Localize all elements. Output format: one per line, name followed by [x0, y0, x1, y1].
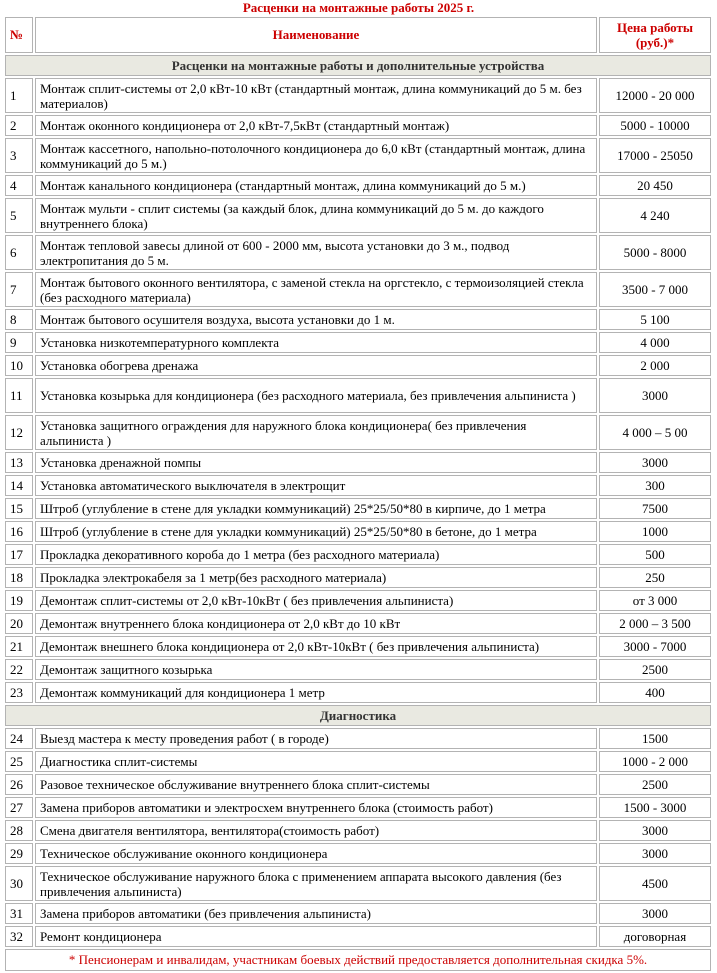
row-price: 17000 - 25050: [599, 138, 711, 173]
page-title: Расценки на монтажные работы 2025 г.: [242, 0, 475, 15]
row-description: Установка обогрева дренажа: [35, 355, 597, 376]
row-price: 2 000 – 3 500: [599, 613, 711, 634]
table-row: [5, 78, 711, 113]
table-row: [5, 138, 711, 173]
row-description: Смена двигателя вентилятора, вентилятора(стоимость работ): [35, 820, 597, 841]
row-price: 1500 - 3000: [599, 797, 711, 818]
row-number: 25: [5, 751, 33, 772]
row-price: 1000: [599, 521, 711, 542]
table-row: [5, 332, 711, 353]
table-row: [5, 272, 711, 307]
table-row: [5, 355, 711, 376]
row-description: Установка автоматического выключателя в электрощит: [35, 475, 597, 496]
table-row: [5, 415, 711, 450]
row-price: 3000: [599, 843, 711, 864]
row-price: 5 100: [599, 309, 711, 330]
table-row: [5, 751, 711, 772]
row-number: 29: [5, 843, 33, 864]
table-row: [5, 774, 711, 795]
table-row: [5, 175, 711, 196]
section-row: [5, 705, 711, 726]
row-number: 13: [5, 452, 33, 473]
row-description: Монтаж бытового оконного вентилятора, с заменой стекла на оргстекло, с термоизоляцией стекла (без расходного материала): [35, 272, 597, 307]
row-number: 28: [5, 820, 33, 841]
row-number: 27: [5, 797, 33, 818]
row-price: 2500: [599, 659, 711, 680]
row-number: 26: [5, 774, 33, 795]
section-title: Расценки на монтажные работы и дополнительные устройства: [5, 55, 711, 76]
row-price: 400: [599, 682, 711, 703]
row-description: Монтаж сплит-системы от 2,0 кВт-10 кВт (стандартный монтаж, длина коммуникаций до 5 м. без материалов): [35, 78, 597, 113]
row-description: Монтаж бытового осушителя воздуха, высота установки до 1 м.: [35, 309, 597, 330]
table-row: [5, 235, 711, 270]
row-description: Прокладка декоративного короба до 1 метра (без расходного материала): [35, 544, 597, 565]
row-number: 15: [5, 498, 33, 519]
table-row: [5, 475, 711, 496]
row-description: Прокладка электрокабеля за 1 метр(без расходного материала): [35, 567, 597, 588]
table-row: [5, 567, 711, 588]
row-number: 23: [5, 682, 33, 703]
row-description: Замена приборов автоматики и электросхем внутреннего блока (стоимость работ): [35, 797, 597, 818]
row-number: 20: [5, 613, 33, 634]
table-row: [5, 590, 711, 611]
row-price: 1500: [599, 728, 711, 749]
footnote: * Пенсионерам и инвалидам, участникам боевых действий предоставляется дополнительная скидка 5%.: [5, 949, 711, 971]
row-description: Установка дренажной помпы: [35, 452, 597, 473]
row-description: Диагностика сплит-системы: [35, 751, 597, 772]
row-price: 3000: [599, 378, 711, 413]
row-number: 11: [5, 378, 33, 413]
row-number: 22: [5, 659, 33, 680]
row-price: 20 450: [599, 175, 711, 196]
row-description: Разовое техническое обслуживание внутреннего блока сплит-системы: [35, 774, 597, 795]
row-price: 3000: [599, 903, 711, 924]
table-row: [5, 926, 711, 947]
row-number: 14: [5, 475, 33, 496]
table-row: [5, 903, 711, 924]
table-row: [5, 521, 711, 542]
row-description: Замена приборов автоматики (без привлечения альпиниста): [35, 903, 597, 924]
row-price: 4 240: [599, 198, 711, 233]
table-row: [5, 843, 711, 864]
table-row: [5, 544, 711, 565]
table-row: [5, 797, 711, 818]
table-row: [5, 866, 711, 901]
row-price: 3000: [599, 820, 711, 841]
footnote-row: [5, 949, 711, 971]
row-number: 16: [5, 521, 33, 542]
row-description: Монтаж мульти - сплит системы (за каждый блок, длина коммуникаций до 5 м. до каждого внутреннего блока): [35, 198, 597, 233]
row-price: 3500 - 7 000: [599, 272, 711, 307]
row-description: Монтаж кассетного, напольно-потолочного кондиционера до 6,0 кВт (стандартный монтаж, длина коммуникаций до 5 м.): [35, 138, 597, 173]
price-table: [3, 15, 713, 973]
row-number: 1: [5, 78, 33, 113]
row-description: Монтаж тепловой завесы длиной от 600 - 2000 мм, высота установки до 3 м., подвод электропитания до 5 м.: [35, 235, 597, 270]
row-description: Техническое обслуживание оконного кондиционера: [35, 843, 597, 864]
row-number: 2: [5, 115, 33, 136]
row-price: 12000 - 20 000: [599, 78, 711, 113]
table-row: [5, 636, 711, 657]
row-price: 2500: [599, 774, 711, 795]
row-number: 10: [5, 355, 33, 376]
row-price: 250: [599, 567, 711, 588]
table-row: [5, 309, 711, 330]
row-price: 4 000: [599, 332, 711, 353]
table-row: [5, 682, 711, 703]
table-row: [5, 452, 711, 473]
section-row: [5, 55, 711, 76]
row-price: договорная: [599, 926, 711, 947]
row-description: Ремонт кондиционера: [35, 926, 597, 947]
row-number: 21: [5, 636, 33, 657]
table-row: [5, 820, 711, 841]
row-number: 4: [5, 175, 33, 196]
row-description: Демонтаж защитного козырька: [35, 659, 597, 680]
row-description: Выезд мастера к месту проведения работ ( в городе): [35, 728, 597, 749]
row-description: Установка козырька для кондиционера (без расходного материала, без привлечения альпиниста ): [35, 378, 597, 413]
row-description: Установка низкотемпературного комплекта: [35, 332, 597, 353]
row-price: 4500: [599, 866, 711, 901]
row-number: 19: [5, 590, 33, 611]
row-number: 17: [5, 544, 33, 565]
row-number: 24: [5, 728, 33, 749]
row-description: Установка защитного ограждения для наружного блока кондиционера( без привлечения альпиниста ): [35, 415, 597, 450]
row-number: 9: [5, 332, 33, 353]
table-row: [5, 613, 711, 634]
row-number: 6: [5, 235, 33, 270]
row-price: 5000 - 8000: [599, 235, 711, 270]
row-price: 5000 - 10000: [599, 115, 711, 136]
row-description: Штроб (углубление в стене для укладки коммуникаций) 25*25/50*80 в бетоне, до 1 метра: [35, 521, 597, 542]
table-header-row: [5, 17, 711, 53]
row-price: 1000 - 2 000: [599, 751, 711, 772]
row-number: 7: [5, 272, 33, 307]
row-number: 8: [5, 309, 33, 330]
row-price: 3000 - 7000: [599, 636, 711, 657]
row-number: 31: [5, 903, 33, 924]
row-number: 32: [5, 926, 33, 947]
table-body: [5, 55, 711, 947]
row-number: 18: [5, 567, 33, 588]
row-price: 2 000: [599, 355, 711, 376]
row-description: Техническое обслуживание наружного блока с применением аппарата высокого давления (без привлечения альпиниста): [35, 866, 597, 901]
row-price: 4 000 – 5 00: [599, 415, 711, 450]
row-description: Монтаж оконного кондиционера от 2,0 кВт-7,5кВт (стандартный монтаж): [35, 115, 597, 136]
table-row: [5, 728, 711, 749]
header-name: Наименование: [35, 17, 597, 53]
row-number: 12: [5, 415, 33, 450]
row-price: от 3 000: [599, 590, 711, 611]
row-price: 300: [599, 475, 711, 496]
row-description: Монтаж канального кондиционера (стандартный монтаж, длина коммуникаций до 5 м.): [35, 175, 597, 196]
row-price: 3000: [599, 452, 711, 473]
row-description: Демонтаж сплит-системы от 2,0 кВт-10кВт ( без привлечения альпиниста): [35, 590, 597, 611]
row-description: Демонтаж внешнего блока кондиционера от 2,0 кВт-10кВт ( без привлечения альпиниста): [35, 636, 597, 657]
row-number: 3: [5, 138, 33, 173]
row-description: Демонтаж коммуникаций для кондиционера 1 метр: [35, 682, 597, 703]
table-row: [5, 659, 711, 680]
table-row: [5, 378, 711, 413]
row-price: 7500: [599, 498, 711, 519]
header-number: №: [5, 17, 33, 53]
row-price: 500: [599, 544, 711, 565]
row-number: 30: [5, 866, 33, 901]
table-row: [5, 198, 711, 233]
row-description: Демонтаж внутреннего блока кондиционера от 2,0 кВт до 10 кВт: [35, 613, 597, 634]
header-price: Цена работы (руб.)*: [599, 17, 711, 53]
row-number: 5: [5, 198, 33, 233]
table-row: [5, 498, 711, 519]
section-title: Диагностика: [5, 705, 711, 726]
table-row: [5, 115, 711, 136]
row-description: Штроб (углубление в стене для укладки коммуникаций) 25*25/50*80 в кирпиче, до 1 метра: [35, 498, 597, 519]
